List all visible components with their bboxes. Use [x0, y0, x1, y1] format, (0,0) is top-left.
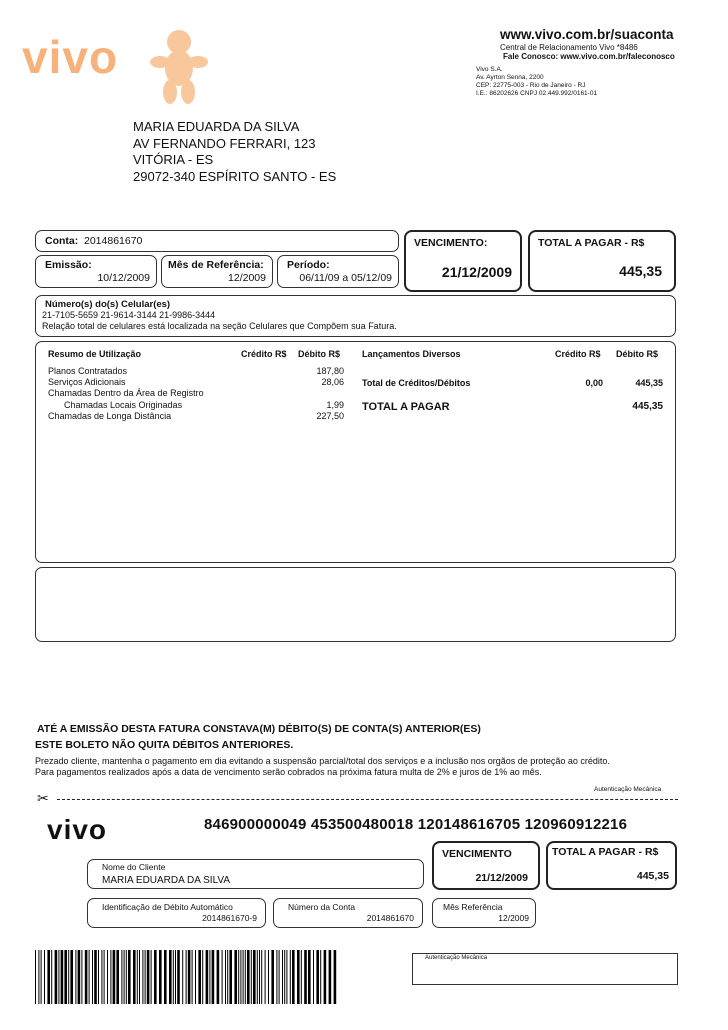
conta-label: Conta:	[45, 235, 79, 247]
lancamentos-col-debito: Débito R$	[616, 349, 659, 359]
slip-debito-value: 2014861670-9	[202, 913, 257, 923]
barcode-bar	[154, 950, 157, 1004]
barcode-bar	[113, 950, 116, 1004]
total-pagar-box	[528, 230, 676, 292]
barcode-bar	[229, 950, 232, 1004]
resumo-row	[48, 411, 344, 421]
barcode-bar	[75, 950, 76, 1004]
central-relacionamento: Central de Relacionamento Vivo *8486	[500, 43, 638, 52]
barcode-bar	[195, 950, 196, 1004]
periodo-value: 06/11/09 a 05/12/09	[299, 272, 392, 284]
barcode-bar	[245, 950, 246, 1004]
barcode-bar	[110, 950, 111, 1004]
barcode-bar	[240, 950, 241, 1004]
emissao-label: Emissão:	[45, 259, 92, 271]
total-pagar-summary-value: 445,35	[632, 401, 663, 412]
site-url[interactable]: www.vivo.com.br/suaconta	[500, 27, 674, 42]
barcode-bar	[253, 950, 256, 1004]
resumo-row-label: Serviços Adicionais	[48, 377, 126, 387]
barcode-bar	[265, 950, 266, 1004]
barcode-bar	[297, 950, 300, 1004]
barcode-bar	[243, 950, 244, 1004]
barcode-bar	[182, 950, 183, 1004]
company-info	[476, 66, 597, 98]
slip-vencimento-box	[432, 841, 540, 890]
resumo-row-debito: 187,80	[316, 366, 344, 376]
barcode-bar	[276, 950, 277, 1004]
barcode-bar	[334, 950, 337, 1004]
resumo-row	[64, 400, 344, 410]
barcode-bar	[58, 950, 59, 1004]
barcode-bar	[175, 950, 176, 1004]
barcode-bar	[121, 950, 122, 1004]
resumo-title: Resumo de Utilização	[48, 349, 142, 359]
total-pagar-label: TOTAL A PAGAR - R$	[538, 237, 645, 249]
slip-debito-box	[87, 898, 266, 928]
barcode-bar	[142, 950, 143, 1004]
barcode-bar	[55, 950, 58, 1004]
barcode-bar	[268, 950, 269, 1004]
periodo-label: Período:	[287, 259, 330, 271]
barcode-bar	[198, 950, 201, 1004]
barcode-bar	[47, 950, 50, 1004]
resumo-row-debito: 227,50	[316, 411, 344, 421]
resumo-box	[35, 341, 676, 563]
barcode-bar	[225, 950, 226, 1004]
resumo-row	[48, 366, 344, 376]
total-debitos-value: 445,35	[635, 378, 663, 388]
address-line: VITÓRIA - ES	[133, 152, 214, 167]
slip-mes-label: Mês Referência	[443, 902, 503, 912]
barcode-bar	[286, 950, 287, 1004]
resumo-row-label: Chamadas de Longa Distância	[48, 411, 172, 421]
barcode-bar	[238, 950, 239, 1004]
barcode-bar	[259, 950, 260, 1004]
slip-total-value: 445,35	[636, 870, 669, 882]
slip-mes-box	[432, 898, 536, 928]
resumo-row-label: Chamadas Locais Originadas	[64, 400, 183, 410]
conta-box	[35, 230, 399, 252]
notice-prezado-cliente: Prezado cliente, mantenha o pagamento em dia evitando a suspensão parcial/total dos serviços e a inclusão nos orgãos de proteção ao crédito.	[35, 756, 610, 766]
resumo-row-debito: 28,06	[321, 377, 344, 387]
barcode-bar	[124, 950, 125, 1004]
cut-line	[57, 799, 678, 800]
notice-pagamentos: Para pagamentos realizados após a data de vencimento serão cobrados na próxima fatura multa de 2% e juros de 1% ao mês.	[35, 767, 542, 777]
slip-nome-box	[87, 859, 424, 889]
barcode-bar	[126, 950, 127, 1004]
barcode-bar	[192, 950, 193, 1004]
barcode-bar	[173, 950, 174, 1004]
resumo-col-debito: Débito R$	[298, 349, 341, 359]
barcode-digits: 846900000049 453500480018 120148616705 120960912216	[204, 816, 628, 833]
barcode-bar	[38, 950, 39, 1004]
fale-conosco-url[interactable]: www.vivo.com.br/faleconosco	[560, 52, 675, 61]
barcode-bar	[301, 950, 302, 1004]
barcode-bar	[227, 950, 228, 1004]
barcode-bar	[188, 950, 191, 1004]
celulares-note: Relação total de celulares está localizada na seção Celulares que Compõem sua Fatura.	[42, 321, 397, 331]
barcode-bar	[284, 950, 285, 1004]
autenticacao-label: Autenticação Mecânica	[594, 786, 662, 793]
message-box	[35, 567, 676, 642]
celulares-box	[35, 295, 676, 337]
emissao-box	[35, 255, 157, 288]
barcode-bar	[94, 950, 97, 1004]
barcode-bar	[116, 950, 119, 1004]
barcode-bar	[324, 950, 327, 1004]
resumo-row	[48, 377, 344, 387]
slip-total-box	[546, 841, 677, 890]
barcode-bar	[98, 950, 99, 1004]
barcode-bar	[101, 950, 102, 1004]
address-line: 29072-340 ESPÍRITO SANTO - ES	[133, 168, 337, 184]
lancamentos-title: Lançamentos Diversos	[362, 349, 461, 359]
barcode-bar	[107, 950, 108, 1004]
mes-referencia-value: 12/2009	[228, 272, 266, 284]
barcode-bar	[137, 950, 138, 1004]
barcode-bar	[308, 950, 311, 1004]
conta-value: 2014861670	[84, 235, 143, 247]
barcode-bar	[257, 950, 258, 1004]
barcode-bar	[292, 950, 295, 1004]
barcode-bar	[279, 950, 280, 1004]
barcode-bar	[133, 950, 136, 1004]
slip-vencimento-value: 21/12/2009	[475, 872, 528, 884]
lancamentos-col-credito: Crédito R$	[555, 349, 601, 359]
company-line: CEP: 22775-003 - Rio de Janeiro - RJ	[476, 82, 586, 89]
periodo-box	[277, 255, 399, 288]
barcode-bar	[282, 950, 283, 1004]
scissors-icon: ✂	[37, 790, 49, 806]
resumo-row-debito: 1,99	[326, 400, 344, 410]
barcode-bar	[70, 950, 73, 1004]
slip-vencimento-label: VENCIMENTO	[442, 848, 512, 860]
company-line: I.E.: 86202626 CNPJ 02.449.992/0161-01	[476, 90, 598, 97]
barcode-bar	[147, 950, 150, 1004]
barcode-bar	[234, 950, 237, 1004]
barcode-bar	[169, 950, 172, 1004]
barcode-bar	[51, 950, 52, 1004]
slip-autenticacao-label: Autenticação Mecânica	[425, 955, 488, 961]
celulares-numbers: 21-7105-5659 21-9614-3144 21-9986-3444	[42, 310, 216, 320]
barcode-bar	[78, 950, 81, 1004]
barcode-bar	[85, 950, 88, 1004]
barcode-bar	[104, 950, 105, 1004]
resumo-col-credito: Crédito R$	[241, 349, 287, 359]
barcode-bar	[206, 950, 209, 1004]
barcode-bar	[313, 950, 314, 1004]
vivo-mascot-icon	[146, 28, 212, 106]
barcode-bar	[44, 950, 45, 1004]
barcode-bar	[320, 950, 321, 1004]
barcode-bar	[139, 950, 140, 1004]
slip-total-label: TOTAL A PAGAR - R$	[552, 846, 659, 858]
barcode-bar	[247, 950, 250, 1004]
barcode-bar	[212, 950, 215, 1004]
barcode-bar	[68, 950, 69, 1004]
slip-debito-label: Identificação de Débito Automático	[102, 902, 233, 912]
celulares-title: Número(s) do(s) Celular(es)	[45, 299, 171, 310]
slip-mes-value: 12/2009	[498, 913, 529, 923]
slip-numero-value: 2014861670	[366, 913, 414, 923]
resumo-row-label: Chamadas Dentro da Área de Registro	[48, 388, 204, 398]
total-pagar-value: 445,35	[619, 263, 662, 279]
address-line: MARIA EDUARDA DA SILVA	[133, 119, 300, 134]
barcode-bar	[151, 950, 152, 1004]
barcode-bar	[290, 950, 291, 1004]
total-creditos-value: 0,00	[585, 378, 603, 388]
slip-nome-label: Nome do Cliente	[102, 862, 166, 872]
slip-autenticacao-box	[412, 953, 678, 985]
barcode-bar	[177, 950, 180, 1004]
barcode-bar	[81, 950, 82, 1004]
barcode	[35, 950, 340, 1004]
barcode-bar	[89, 950, 90, 1004]
vencimento-value: 21/12/2009	[441, 264, 512, 280]
barcode-bar	[41, 950, 42, 1004]
slip-nome-value: MARIA EDUARDA DA SILVA	[102, 875, 231, 886]
barcode-bar	[92, 950, 93, 1004]
barcode-bar	[64, 950, 67, 1004]
vencimento-label: VENCIMENTO:	[414, 237, 488, 249]
resumo-row-label: Planos Contratados	[48, 366, 128, 376]
vivo-logo-text: vivo	[22, 31, 119, 83]
barcode-bar	[217, 950, 220, 1004]
barcode-bar	[159, 950, 162, 1004]
company-line: Vivo S.A.	[476, 66, 503, 73]
barcode-bar	[35, 950, 36, 1004]
company-line: Av. Ayrton Senna, 2200	[476, 74, 544, 81]
address-line: AV FERNANDO FERRARI, 123	[133, 135, 316, 151]
slip-numero-label: Número da Conta	[288, 902, 356, 912]
notice-nao-quita: ESTE BOLETO NÃO QUITA DÉBITOS ANTERIORES.	[35, 739, 294, 751]
barcode-bar	[145, 950, 146, 1004]
customer-address	[133, 119, 336, 185]
mes-referencia-label: Mês de Referência:	[168, 259, 264, 271]
mes-referencia-box	[161, 255, 273, 288]
vivo-logo	[22, 28, 222, 108]
barcode-bar	[128, 950, 131, 1004]
barcode-bar	[271, 950, 274, 1004]
total-creditos-debitos-label: Total de Créditos/Débitos	[362, 378, 471, 388]
barcode-bar	[202, 950, 203, 1004]
slip-numero-box	[273, 898, 423, 928]
fale-conosco-label: Fale Conosco:	[503, 52, 559, 61]
barcode-bar	[164, 950, 167, 1004]
resumo-row	[48, 388, 344, 398]
barcode-bar	[304, 950, 307, 1004]
barcode-bar	[316, 950, 319, 1004]
barcode-bar	[209, 950, 210, 1004]
vencimento-box	[404, 230, 522, 292]
barcode-bar	[251, 950, 252, 1004]
emissao-value: 10/12/2009	[97, 272, 150, 284]
notice-debitos-anteriores: ATÉ A EMISSÃO DESTA FATURA CONSTAVA(M) DÉBITO(S) DE CONTA(S) ANTERIOR(ES)	[37, 723, 481, 735]
barcode-bar	[186, 950, 187, 1004]
barcode-bar	[222, 950, 223, 1004]
barcode-bar	[61, 950, 64, 1004]
barcode-bar	[261, 950, 262, 1004]
total-pagar-summary-label: TOTAL A PAGAR	[362, 401, 450, 413]
barcode-bar	[329, 950, 332, 1004]
slip-vivo-logo: vivo	[47, 814, 108, 845]
